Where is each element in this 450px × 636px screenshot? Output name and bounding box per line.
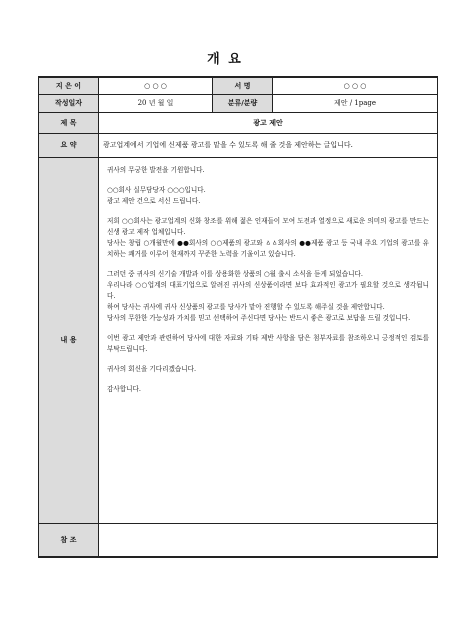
row-reference (39, 523, 438, 557)
document-title: 개 요 (207, 52, 243, 67)
content-paragraph: 광고 제안 건으로 서신 드립니다. (107, 196, 201, 205)
subject-value: 광고 제안 (99, 112, 438, 133)
content-body (99, 157, 438, 523)
date-label: 작성일자 (39, 94, 99, 112)
content-paragraph: 그러던 중 귀사의 신기술 개발과 이를 상용화한 상품의 ○월 출시 소식을 듣게 되었습니다. (107, 269, 363, 278)
content-paragraph: ○○회사 실무담당자 ○○○입니다. (107, 185, 206, 194)
author-value: ○ ○ ○ (99, 77, 213, 94)
supervisor-label: 서 명 (213, 77, 273, 94)
row-content (39, 157, 438, 523)
content-paragraph: 감사합니다. (107, 384, 141, 393)
author-label: 지 은 이 (39, 77, 99, 94)
row-date (39, 94, 438, 112)
content-paragraph: 귀사의 회신을 기다리겠습니다. (107, 364, 197, 373)
summary-label: 요 약 (39, 133, 99, 157)
row-author (39, 77, 438, 94)
subject-label: 제 목 (39, 112, 99, 133)
content-paragraph: 하여 당사는 귀사에 귀사 신상품의 광고를 당사가 맡아 진행할 수 있도록 해주실 것을 제안합니다. (107, 302, 385, 311)
content-paragraph: 당사는 창립 ○개월만에 ●●회사의 ○○제품의 광고와 ㅿㅿ회사의 ●●제품 광고 등 국내 주요 기업의 광고를 유치하는 쾌거를 이루어 현재까지 꾸준한 노력을 기울이고 있습니다. (107, 238, 429, 258)
date-value: 20 년 월 일 (99, 94, 213, 112)
category-value: 제안 / 1page (273, 94, 438, 112)
reference-label: 참 조 (39, 523, 99, 557)
content-label: 내 용 (39, 157, 99, 523)
content-paragraph: 귀사의 무궁한 발전을 기원합니다. (107, 165, 205, 174)
content-paragraph: 이번 광고 제안과 관련하여 당사에 대한 자료와 기타 제반 사항을 담은 첨부자료를 참조하오니 긍정적인 검토를 부탁드립니다. (107, 333, 429, 353)
content-paragraph: 당사의 무한한 가능성과 가치를 믿고 선택하여 주신다면 당사는 반드시 좋은 광고로 보답을 드릴 것입니다. (107, 313, 411, 322)
content-paragraph: 저희 ○○회사는 광고업계의 신화 창조를 위해 젊은 인재들이 모여 도전과 열정으로 새로운 의미의 광고를 만드는 신생 광고 제작 업체입니다. (107, 216, 429, 236)
document-form-table (38, 76, 438, 558)
row-subject (39, 112, 438, 133)
category-label: 분류/분량 (213, 94, 273, 112)
supervisor-value: ○ ○ ○ (273, 77, 438, 94)
summary-value: 광고업계에서 기업에 신제품 광고를 맡을 수 있도록 해 줄 것을 제안하는 글입니다. (99, 133, 438, 157)
row-summary (39, 133, 438, 157)
content-paragraph: 우리나라 ○○업계의 대표기업으로 알려진 귀사의 신상품이라면 보다 효과적인 광고가 필요할 것으로 생각됩니다. (107, 280, 429, 300)
reference-value (99, 523, 438, 557)
